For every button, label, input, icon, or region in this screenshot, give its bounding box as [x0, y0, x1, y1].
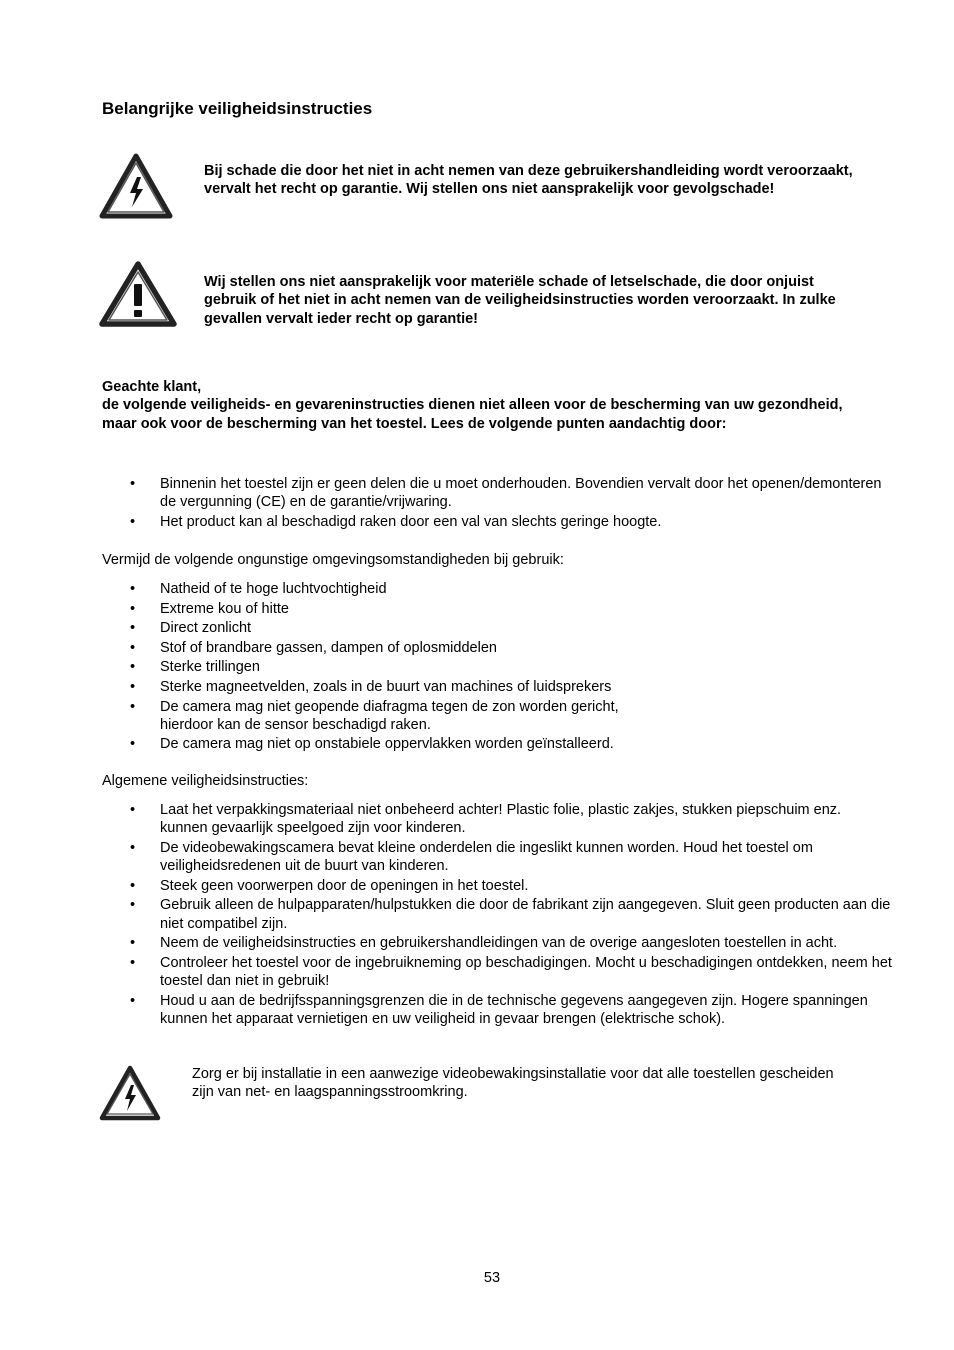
warning-text-liability: Wij stellen ons niet aansprakelijk voor materiële schade of letselschade, die door onjuist gebruik of het niet in acht nemen van de veiligheidsinstructies worden veroorzaakt. In zulke gevallen vervalt ieder recht op garantie! [204, 274, 836, 327]
warning-text-installation: Zorg er bij installatie in een aanwezige videobewakingsinstallatie voor dat alle toestellen gescheiden zijn van net- en laagspanningsstroomkring. [192, 1066, 834, 1101]
list-item: • Extreme kou of hitte [102, 600, 892, 618]
list-item: • Natheid of te hoge luchtvochtigheid [102, 580, 892, 598]
list-item-line: De camera mag niet geopende diafragma tegen de zon worden gericht, [160, 698, 619, 715]
list-item: • Laat het verpakkingsmateriaal niet onbeheerd achter! Plastic folie, plastic zakjes, stukken piepschuim enz. kunnen gevaarlijk speelgoed zijn voor kinderen. [102, 801, 892, 838]
general-safety-intro: Algemene veiligheidsinstructies: [102, 773, 309, 789]
list-item: • De videobewakingscamera bevat kleine onderdelen die ingeslikt kunnen worden. Houd het toestel om veiligheidsredenen uit de buurt van kinderen. [102, 839, 892, 876]
list-item: • Sterke trillingen [102, 658, 892, 676]
list-item: • Sterke magneetvelden, zoals in de buurt van machines of luidsprekers [102, 678, 892, 696]
intro-text: de volgende veiligheids- en gevareninstructies dienen niet alleen voor de bescherming van uw gezondheid, maar ook voor de bescherming van het toestel. Lees de volgende punten aandachtig door: [102, 397, 843, 432]
list-item: • Neem de veiligheidsinstructies en gebruikershandleidingen van de overige aangesloten toestellen in acht. [102, 934, 892, 952]
page-number: 53 [483, 1270, 501, 1286]
list-item: • Gebruik alleen de hulpapparaten/hulpstukken die door de fabrikant zijn aangegeven. Sluit geen producten aan die niet compatibel zijn. [102, 896, 892, 933]
list-item [102, 698, 892, 735]
intro-paragraph [102, 378, 862, 433]
list-item: • Houd u aan de bedrijfsspanningsgrenzen die in de technische gegevens aangegeven zijn. Hogere spanningen kunnen het apparaat vernietigen en uw veiligheid in gevaar brengen (elektrische schok). [102, 992, 892, 1029]
warning-block-liability [99, 260, 859, 330]
list-item: • Binnenin het toestel zijn er geen delen die u moet onderhouden. Bovendien vervalt door het openen/demonteren de vergunning (CE) en de garantie/vrijwaring. [102, 475, 892, 512]
exclamation-warning-icon [99, 260, 177, 333]
environment-intro: Vermijd de volgende ongunstige omgevingsomstandigheden bij gebruik: [102, 552, 564, 568]
list-item-line: hierdoor kan de sensor beschadigd raken. [160, 716, 431, 733]
list-item: • De camera mag niet op onstabiele oppervlakken worden geïnstalleerd. [102, 735, 892, 753]
device-notes-list [102, 475, 892, 532]
high-voltage-warning-icon [99, 1065, 161, 1126]
section-heading: Belangrijke veiligheidsinstructies [102, 99, 373, 118]
warning-block-installation [99, 1065, 859, 1125]
list-item: • Het product kan al beschadigd raken door een val van slechts geringe hoogte. [102, 513, 892, 531]
environment-conditions-list [102, 580, 892, 755]
warning-block-guarantee [99, 153, 859, 223]
general-safety-list [102, 801, 892, 1030]
high-voltage-warning-icon [99, 153, 173, 224]
list-item: • Direct zonlicht [102, 619, 892, 637]
list-item: • Controleer het toestel voor de ingebruikneming op beschadigingen. Mocht u beschadigingen ontdekken, neem het toestel dan niet in gebruik! [102, 954, 892, 991]
list-item: • Stof of brandbare gassen, dampen of oplosmiddelen [102, 639, 892, 657]
salutation: Geachte klant, [102, 379, 202, 395]
list-item: • Steek geen voorwerpen door de openingen in het toestel. [102, 877, 892, 895]
warning-text-guarantee: Bij schade die door het niet in acht nemen van deze gebruikershandleiding wordt veroorzaakt, vervalt het recht op garantie. Wij stellen ons niet aansprakelijk voor gevolgschade! [204, 163, 853, 198]
